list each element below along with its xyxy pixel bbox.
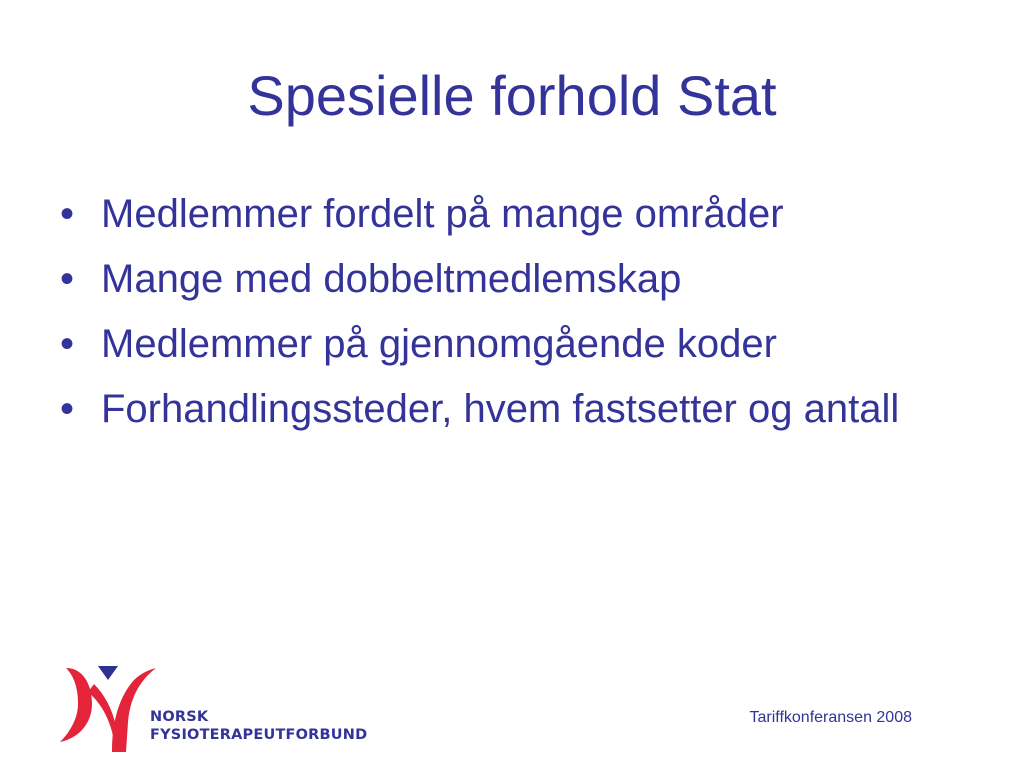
bullet-text: Medlemmer fordelt på mange områder <box>101 192 784 236</box>
bullet-item <box>58 186 938 243</box>
logo-line-1: NORSK <box>150 709 209 725</box>
bullet-marker: • <box>60 257 75 301</box>
bullet-list <box>58 186 938 446</box>
logo-left-swoosh <box>60 668 92 742</box>
logo-mark-icon <box>58 664 158 756</box>
logo-center-swoosh <box>88 684 116 740</box>
logo-triangle <box>98 666 118 680</box>
bullet-marker: • <box>60 192 75 236</box>
footer-text: Tariffkonferansen 2008 <box>749 709 912 726</box>
organization-logo <box>58 664 368 754</box>
bullet-item <box>58 381 938 438</box>
bullet-text: Forhandlingssteder, hvem fastsetter og antall <box>101 387 900 431</box>
bullet-marker: • <box>60 387 75 431</box>
bullet-item <box>58 316 938 373</box>
bullet-text: Mange med dobbeltmedlemskap <box>101 257 682 301</box>
logo-wordmark <box>150 708 367 744</box>
logo-line-2: FYSIOTERAPEUTFORBUND <box>150 727 368 743</box>
bullet-text: Medlemmer på gjennomgående koder <box>101 322 777 366</box>
slide-title: Spesielle forhold Stat <box>247 64 777 127</box>
bullet-item <box>58 251 938 308</box>
bullet-marker: • <box>60 322 75 366</box>
